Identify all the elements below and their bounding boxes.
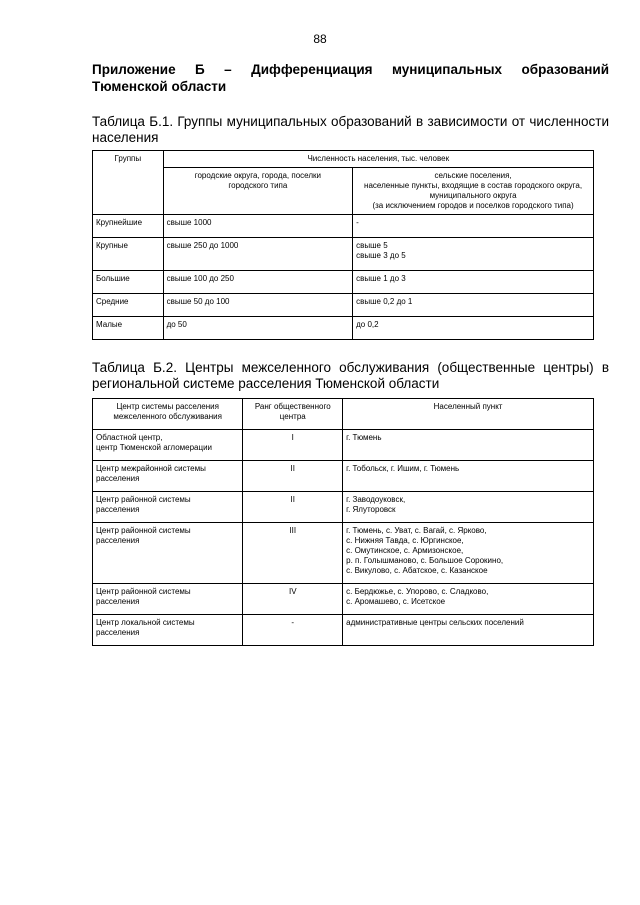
settlement-line: с. Нижняя Тавда, с. Юргинское,: [346, 536, 464, 545]
header-center: [93, 399, 243, 430]
rural-cell: свыше 1 до 3: [353, 271, 594, 294]
rank-cell: II: [243, 461, 343, 492]
table-row: [93, 615, 594, 646]
center-line: Центр районной системы: [96, 587, 191, 596]
table-row: [93, 584, 594, 615]
table-row: [93, 492, 594, 523]
table-row: [93, 215, 594, 238]
table-row: [93, 238, 594, 271]
center-line: Центр межрайонной системы: [96, 464, 206, 473]
center-cell: [93, 461, 243, 492]
settlement-line: с. Викулово, с. Абатское, с. Казанское: [346, 566, 488, 575]
center-cell: [93, 430, 243, 461]
group-cell: Малые: [93, 317, 164, 340]
table-row: [93, 430, 594, 461]
settlement-line: с. Бердюжье, с. Упорово, с. Сладково,: [346, 587, 489, 596]
settlement-line: р. п. Голышманово, с. Большое Сорокино,: [346, 556, 504, 565]
table-row: [93, 523, 594, 584]
settlement-cell: [343, 430, 594, 461]
rural-line: свыше 5: [356, 241, 388, 250]
header-rank-line: Ранг общественного: [254, 402, 331, 411]
center-line: расселения: [96, 505, 140, 514]
subheader-rural: [353, 168, 594, 215]
table-subheader-row: [93, 168, 594, 215]
group-cell: Крупные: [93, 238, 164, 271]
center-line: центр Тюменской агломерации: [96, 443, 213, 452]
settlement-cell: [343, 615, 594, 646]
rural-cell: -: [353, 215, 594, 238]
center-line: расселения: [96, 536, 140, 545]
group-cell: Большие: [93, 271, 164, 294]
rank-cell: II: [243, 492, 343, 523]
urban-cell: до 50: [163, 317, 353, 340]
group-cell: Средние: [93, 294, 164, 317]
header-center-line: Центр системы расселения: [116, 402, 219, 411]
header-rank-line: центра: [279, 412, 306, 421]
rank-cell: IV: [243, 584, 343, 615]
settlement-line: г. Заводоуковск,: [346, 495, 406, 504]
center-line: расселения: [96, 597, 140, 606]
settlement-cell: [343, 461, 594, 492]
table-row: [93, 271, 594, 294]
center-line: расселения: [96, 474, 140, 483]
center-cell: [93, 584, 243, 615]
settlement-cell: [343, 492, 594, 523]
subheader-urban: [163, 168, 353, 215]
settlement-line: г. Тюмень, с. Уват, с. Вагай, с. Ярково,: [346, 526, 487, 535]
subheader-rural-line: (за исключением городов и поселков городского типа): [372, 201, 574, 210]
rural-line: свыше 3 до 5: [356, 251, 406, 260]
page-number: 88: [313, 32, 327, 46]
settlement-line: г. Тюмень: [346, 433, 382, 442]
table-row: [93, 317, 594, 340]
settlement-line: г. Тобольск, г. Ишим, г. Тюмень: [346, 464, 460, 473]
center-line: Центр локальной системы: [96, 618, 195, 627]
center-line: расселения: [96, 628, 140, 637]
service-centers-table: [92, 398, 594, 646]
subheader-urban-line: городского типа: [228, 181, 288, 190]
header-population: Численность населения, тыс. человек: [163, 151, 593, 168]
settlement-line: с. Аромашево, с. Исетское: [346, 597, 446, 606]
rank-cell: III: [243, 523, 343, 584]
center-cell: [93, 492, 243, 523]
table-row: [93, 461, 594, 492]
table-row: [93, 294, 594, 317]
rank-cell: -: [243, 615, 343, 646]
subheader-urban-line: городские округа, города, поселки: [194, 171, 321, 180]
table-header-row: [93, 151, 594, 168]
subheader-rural-line: населенные пункты, входящие в состав городского округа,: [364, 181, 583, 190]
settlement-line: с. Омутинское, с. Армизонское,: [346, 546, 464, 555]
urban-cell: свыше 250 до 1000: [163, 238, 353, 271]
center-cell: [93, 523, 243, 584]
group-cell: Крупнейшие: [93, 215, 164, 238]
center-cell: [93, 615, 243, 646]
settlement-line: г. Ялуторовск: [346, 505, 396, 514]
population-groups-table: [92, 150, 594, 340]
center-line: Центр районной системы: [96, 495, 191, 504]
header-groups: Группы: [93, 151, 164, 215]
header-settlement: Населенный пункт: [343, 399, 594, 430]
rural-cell: [353, 238, 594, 271]
header-rank: [243, 399, 343, 430]
appendix-title: Приложение Б – Дифференциация муниципальных образований Тюменской области: [92, 62, 609, 94]
settlement-line: административные центры сельских поселений: [346, 618, 524, 627]
rural-cell: свыше 0,2 до 1: [353, 294, 594, 317]
urban-cell: свыше 50 до 100: [163, 294, 353, 317]
settlement-cell: [343, 584, 594, 615]
header-center-line: межселенного обслуживания: [113, 412, 222, 421]
table1-caption: Таблица Б.1. Группы муниципальных образований в зависимости от численности населения: [92, 114, 609, 145]
urban-cell: свыше 1000: [163, 215, 353, 238]
center-line: Областной центр,: [96, 433, 163, 442]
settlement-cell: [343, 523, 594, 584]
subheader-rural-line: муниципального округа: [429, 191, 517, 200]
subheader-rural-line: сельские поселения,: [434, 171, 512, 180]
rural-cell: до 0,2: [353, 317, 594, 340]
urban-cell: свыше 100 до 250: [163, 271, 353, 294]
table2-caption: Таблица Б.2. Центры межселенного обслуживания (общественные центры) в региональной системе расселения Тюменской области: [92, 360, 609, 391]
center-line: Центр районной системы: [96, 526, 191, 535]
rank-cell: I: [243, 430, 343, 461]
table-header-row: [93, 399, 594, 430]
